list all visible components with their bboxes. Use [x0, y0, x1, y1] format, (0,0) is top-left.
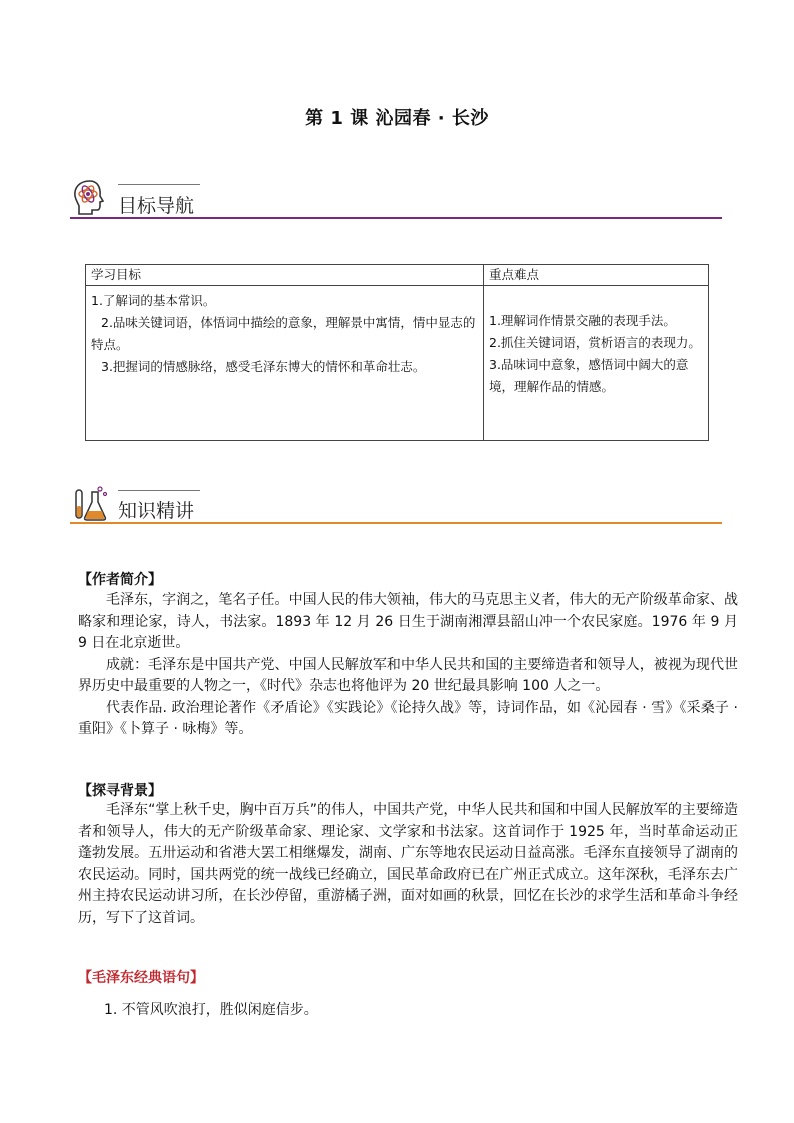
author-heading: 【作者简介】	[78, 572, 162, 588]
key-points-cell	[484, 286, 709, 441]
goals-cell	[86, 286, 484, 441]
key-point-item: 3.品味词中意象，感悟词中阔大的意境，理解作品的情感。	[489, 357, 689, 394]
section-title-goals: 目标导航	[118, 195, 195, 217]
key-point-item: 1.理解词作情景交融的表现手法。	[489, 313, 676, 328]
author-paragraph: 毛泽东，字润之，笔名子任。中国人民的伟大领袖，伟大的马克思主义者，伟大的无产阶级革命家、战略家和理论家，诗人，书法家。1893 年 12 月 26 日生于湖南湘潭县韶山冲一个农民家庭。1976 年 9 月 9 日在北京逝世。	[78, 592, 738, 651]
author-body	[78, 590, 738, 741]
table-header-goals: 学习目标	[86, 265, 484, 286]
key-point-item: 2.抓住关键词语，赏析语言的表现力。	[489, 335, 701, 350]
goal-item: 3.把握词的情感脉络，感受毛泽东博大的情怀和革命壮志。	[101, 359, 426, 374]
atom-head-icon	[70, 178, 110, 218]
section-accent-line	[118, 184, 200, 185]
lab-flask-icon	[70, 484, 110, 524]
section-divider	[70, 217, 722, 219]
quotes-heading: 【毛泽东经典语句】	[78, 970, 204, 986]
background-body	[78, 800, 738, 929]
goal-item: 2.品味关键词语，体悟词中描绘的意象，理解景中寓情，情中显志的特点。	[91, 315, 476, 352]
table-header-key-points: 重点难点	[484, 265, 709, 286]
goal-item: 1.了解词的基本常识。	[91, 293, 216, 308]
section-title-knowledge: 知识精讲	[118, 500, 195, 522]
background-heading: 【探寻背景】	[78, 783, 162, 799]
section-divider	[70, 522, 722, 524]
background-paragraph: 毛泽东“掌上秋千史，胸中百万兵”的伟人，中国共产党，中华人民共和国和中国人民解放军的主要缔造者和领导人，伟大的无产阶级革命家、理论家、文学家和书法家。这首词作于 1925 年，当时革命运动正蓬勃发展。五卅运动和省港大罢工相继爆发，湖南、广东等地农民运动日益高涨。毛泽东直接领导了湖南的农民运动。同时，国共两党的统一战线已经确立，国民革命政府已在广州正式成立。这年深秋，毛泽东去广州主持农民运动讲习所，在长沙停留，重游橘子洲，面对如画的秋景，回忆在长沙的求学生活和革命斗争经历，写下了这首词。	[78, 802, 738, 926]
section-accent-line	[118, 490, 200, 491]
author-paragraph: 代表作品. 政治理论著作《矛盾论》《实践论》《论持久战》等，诗词作品，如《沁园春 · 雪》《采桑子 · 重阳》《卜算子 · 咏梅》等。	[78, 699, 738, 737]
goals-table	[85, 264, 709, 441]
quote-item: 1. 不管风吹浪打，胜似闲庭信步。	[104, 1002, 318, 1018]
page-title: 第 1 课 沁园春 · 长沙	[305, 108, 489, 129]
author-paragraph: 成就：毛泽东是中国共产党、中国人民解放军和中华人民共和国的主要缔造者和领导人，被视为现代世界历史中最重要的人物之一，《时代》杂志也将他评为 20 世纪最具影响 100 人之一。	[78, 656, 738, 694]
